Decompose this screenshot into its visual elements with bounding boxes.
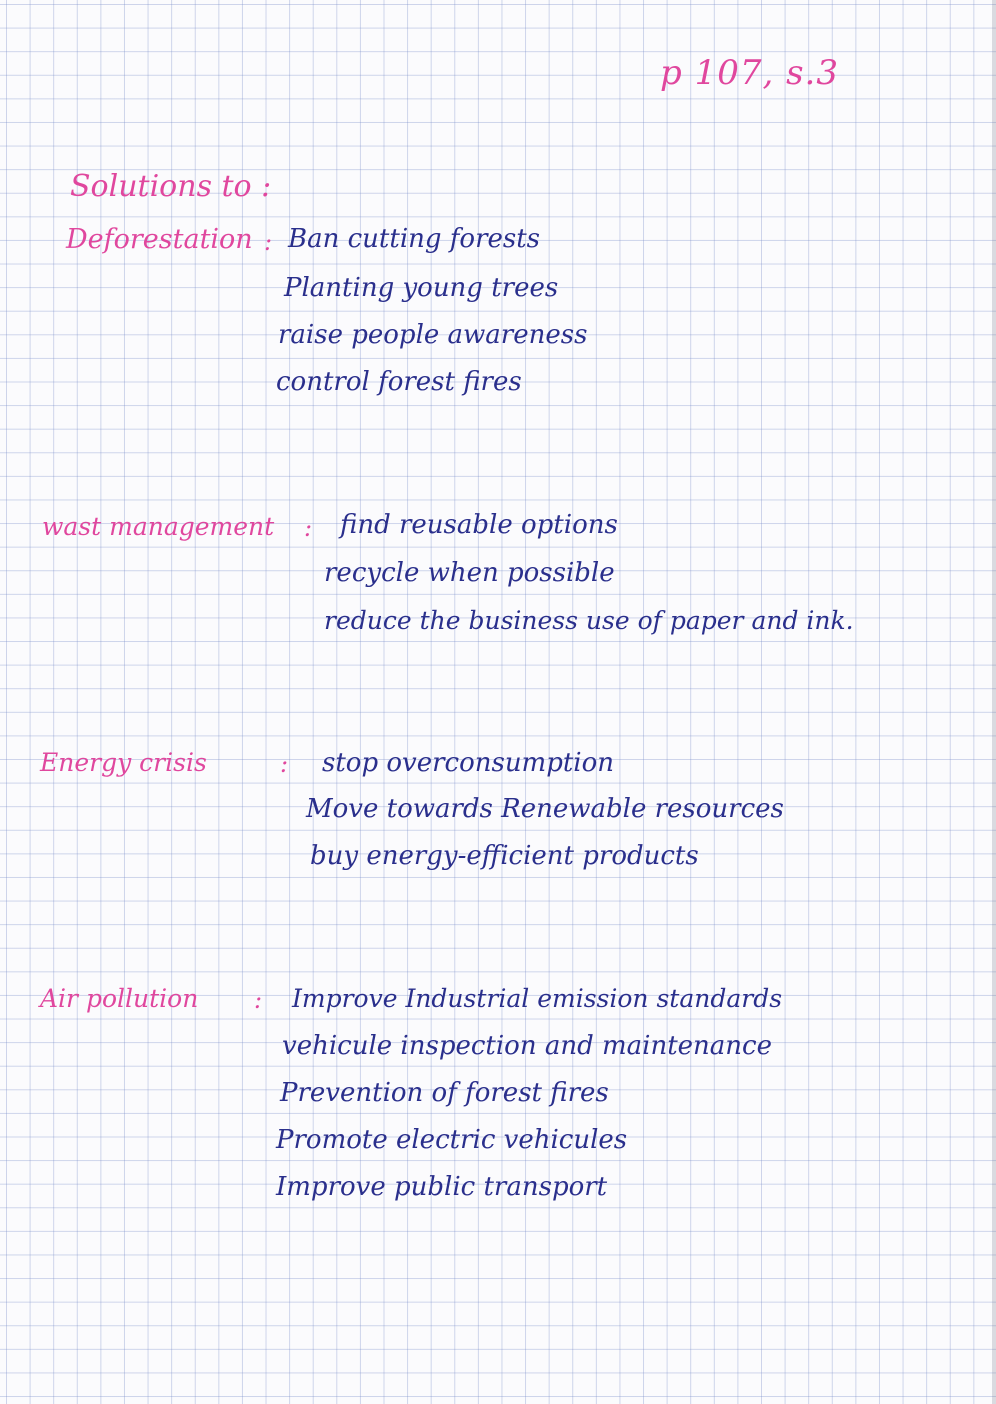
topic-label: wast management [42, 512, 275, 541]
topic-separator: : [264, 228, 273, 256]
list-item: reduce the business use of paper and ink. [324, 606, 854, 635]
topic-label: Energy crisis [40, 748, 207, 777]
list-item: buy energy-efficient products [310, 841, 699, 871]
topic-label: Deforestation [66, 224, 253, 255]
scan-edge-shadow [992, 0, 996, 1404]
list-item: control forest fires [276, 367, 522, 397]
page-reference: p 107, s.3 [660, 53, 839, 93]
topic-separator: : [304, 514, 313, 542]
list-item: stop overconsumption [322, 748, 615, 778]
list-item: recycle when possible [324, 558, 615, 588]
topic-label: Air pollution [40, 984, 199, 1013]
list-item: raise people awareness [278, 320, 588, 350]
topic-separator: : [254, 986, 263, 1014]
list-item: Improve public transport [276, 1172, 608, 1202]
list-item: Prevention of forest fires [280, 1078, 609, 1108]
list-item: Move towards Renewable resources [306, 794, 784, 824]
list-item: Planting young trees [284, 273, 559, 303]
list-item: vehicule inspection and maintenance [282, 1031, 772, 1061]
list-item: Ban cutting forests [288, 224, 541, 254]
topic-separator: : [280, 750, 289, 778]
page-heading: Solutions to : [70, 169, 272, 204]
list-item: Improve Industrial emission standards [292, 984, 783, 1013]
list-item: Promote electric vehicules [276, 1125, 628, 1155]
list-item: find reusable options [340, 510, 618, 540]
